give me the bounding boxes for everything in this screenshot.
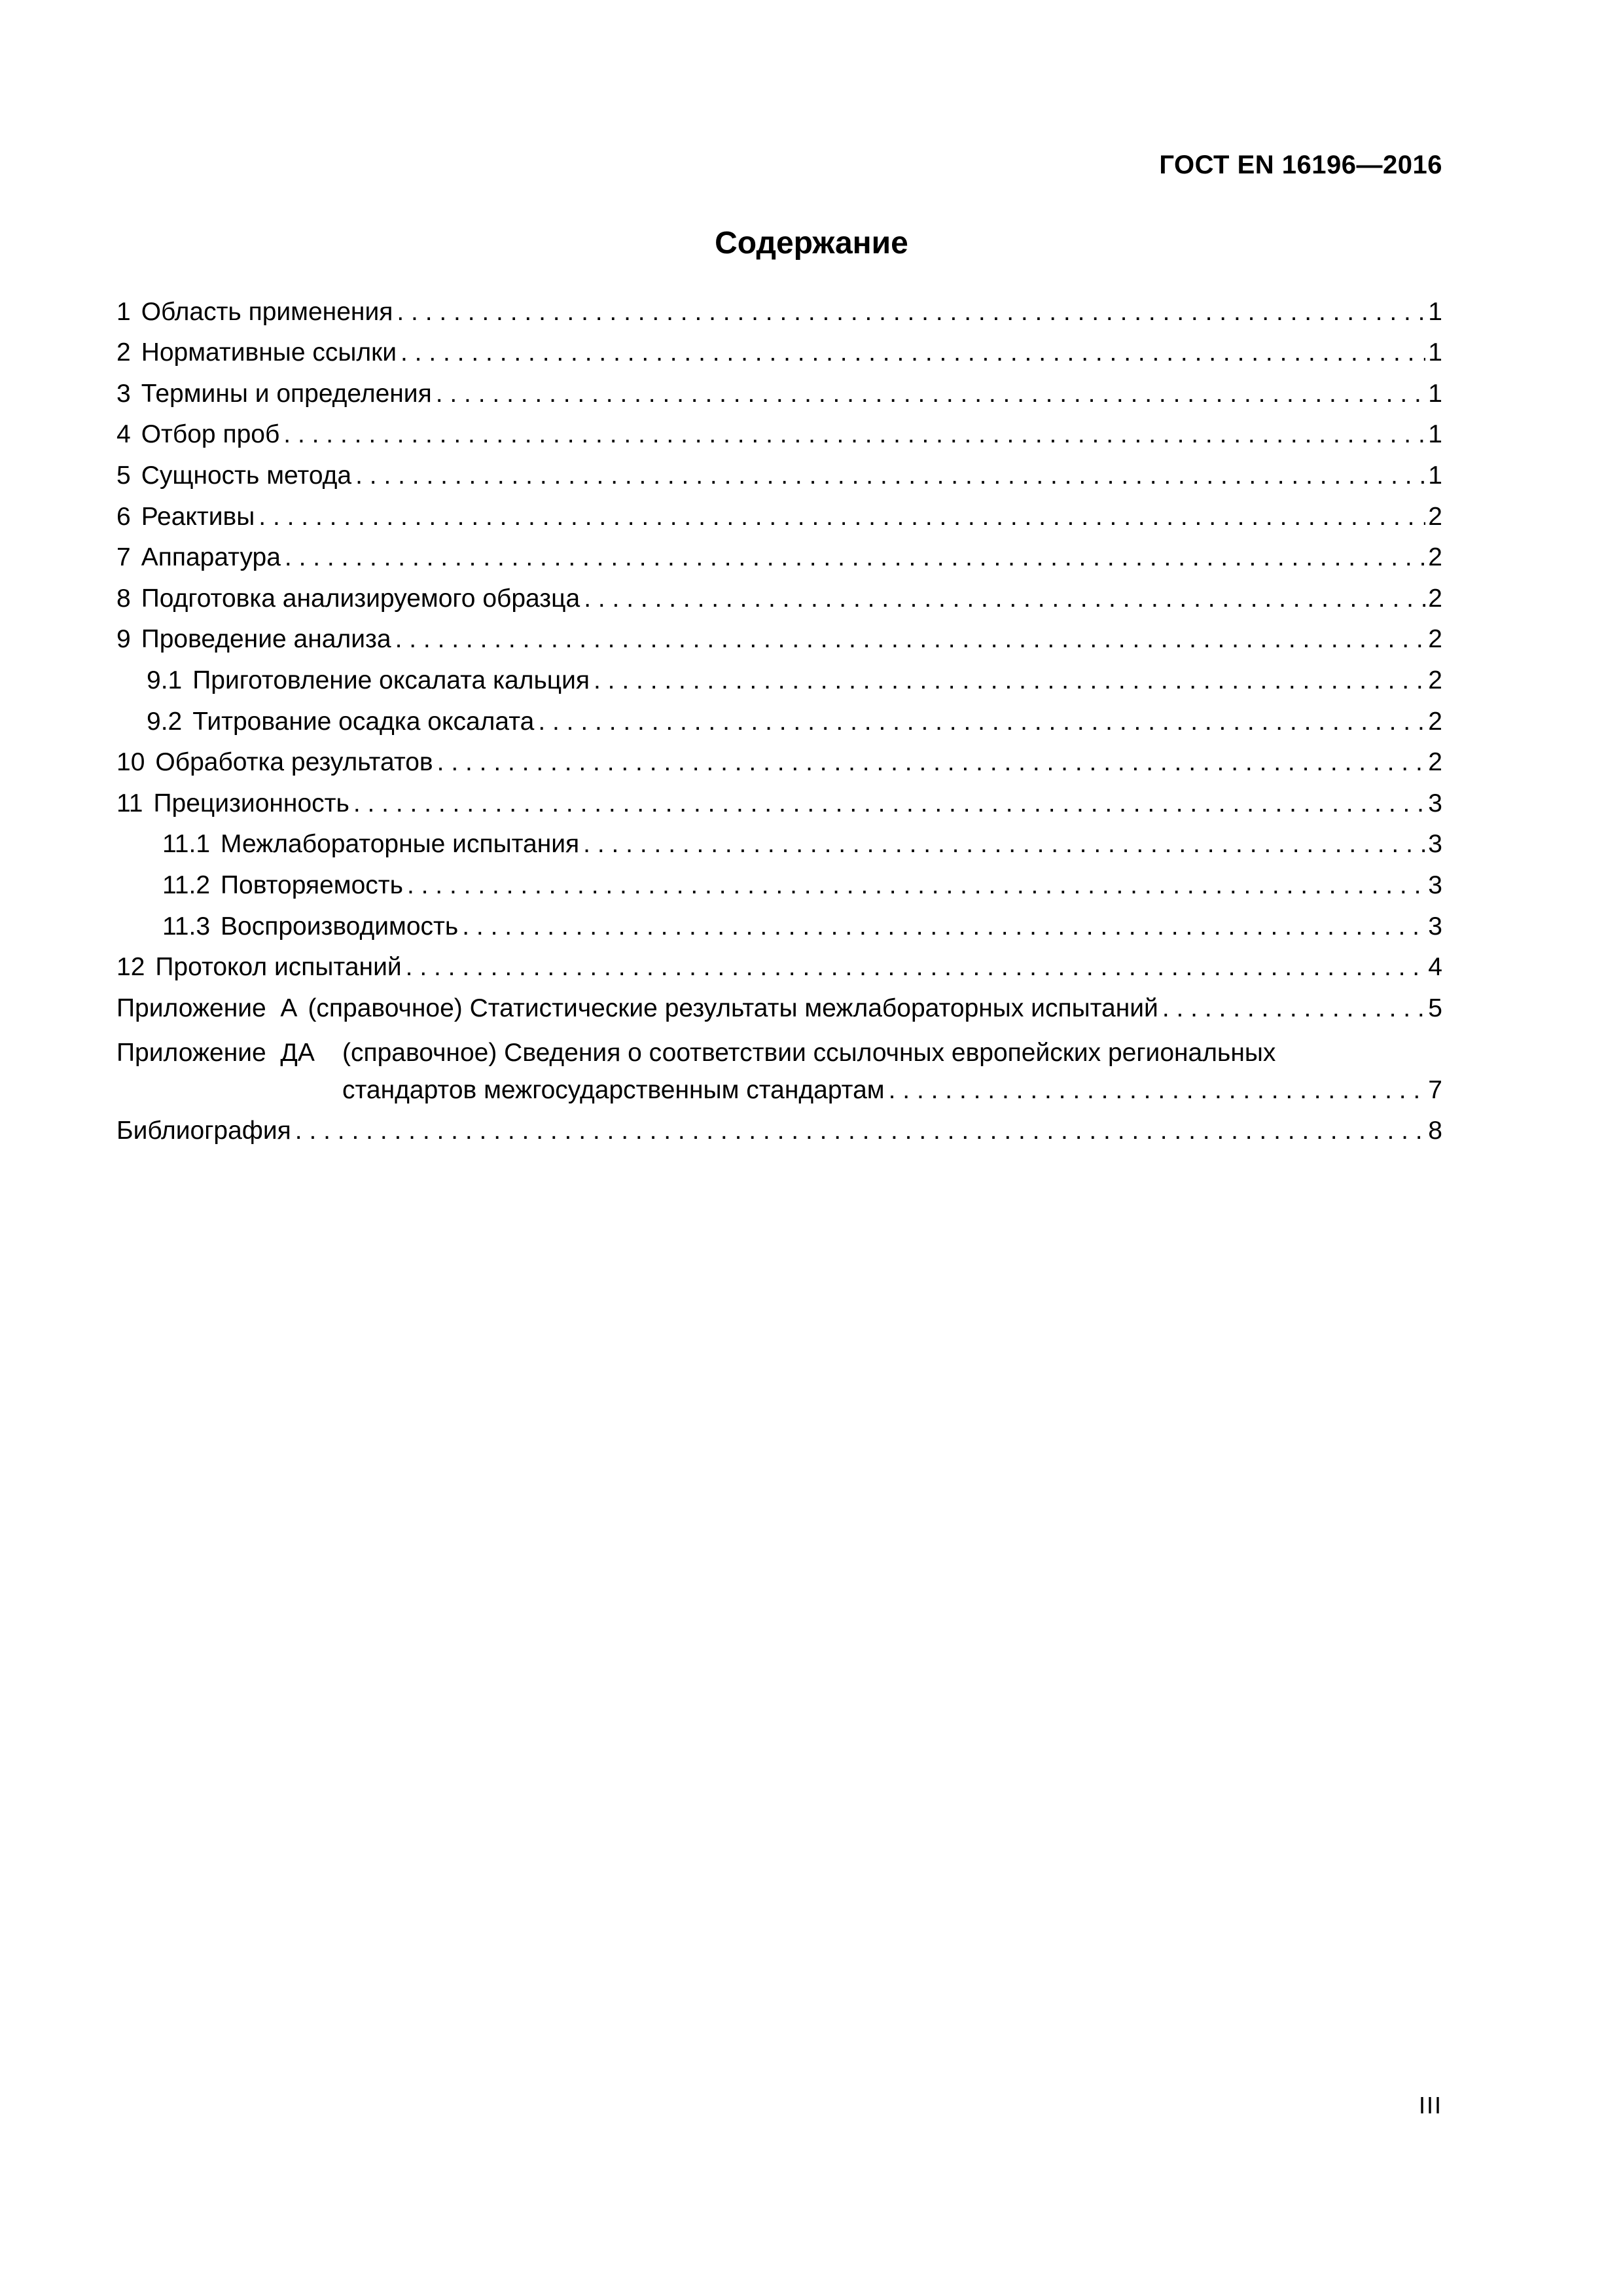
- dot-leader: [436, 378, 1426, 410]
- dot-leader: [583, 829, 1425, 860]
- toc-entry-page: 1: [1425, 378, 1442, 410]
- toc-entry-title: Приготовление оксалата кальция: [192, 666, 590, 694]
- dot-leader: [397, 296, 1425, 328]
- annex-title-line2: стандартов межгосударственным стандартам: [342, 1075, 885, 1104]
- toc-entry-9-1[interactable]: [116, 664, 1442, 706]
- dot-leader: [353, 788, 1425, 819]
- toc-entry-page: 1: [1425, 460, 1442, 492]
- dot-leader: [283, 419, 1425, 450]
- dot-leader: [355, 460, 1425, 492]
- toc-entry-page: 3: [1425, 870, 1442, 901]
- toc-entry-page: 1: [1425, 419, 1442, 450]
- toc-entry-number: 3: [116, 379, 131, 408]
- toc-entry-page: 2: [1425, 542, 1442, 573]
- toc-entry-2[interactable]: [116, 337, 1442, 378]
- toc-entry-title: Отбор проб: [141, 420, 280, 449]
- dot-leader: [407, 870, 1425, 901]
- toc-entry-7[interactable]: [116, 542, 1442, 583]
- toc-entry-8[interactable]: [116, 583, 1442, 624]
- toc-entry-title: Повторяемость: [221, 870, 403, 899]
- dot-leader: [295, 1115, 1426, 1147]
- toc-title: Содержание: [715, 226, 908, 260]
- toc-entry-number: 6: [116, 502, 131, 531]
- toc-entry-11-3[interactable]: [116, 910, 1442, 952]
- dot-leader: [437, 747, 1426, 778]
- toc-entry-4[interactable]: [116, 419, 1442, 460]
- toc-entry-number: 2: [116, 338, 131, 367]
- toc-entry-page: 4: [1425, 952, 1442, 983]
- toc-entry-11-2[interactable]: [116, 869, 1442, 910]
- toc-entry-number: 11.3: [162, 912, 211, 941]
- toc-entry-number: 11: [116, 789, 143, 817]
- toc-entry-page: 7: [1425, 1075, 1442, 1106]
- toc-entry-annex-a[interactable]: [116, 992, 1442, 1033]
- toc-entry-number: 4: [116, 420, 131, 449]
- toc-entry-page: 2: [1425, 501, 1442, 533]
- toc-entry-title: Подготовка анализируемого образца: [141, 584, 580, 613]
- annex-title: (справочное) Статистические результаты межлабораторных испытаний: [308, 994, 1158, 1022]
- toc-entry-page: 3: [1425, 829, 1442, 860]
- toc-entry-title: Нормативные ссылки: [141, 338, 397, 367]
- toc-entry-9-2[interactable]: [116, 706, 1442, 747]
- toc-entry-page: 2: [1425, 706, 1442, 738]
- toc-entry-9[interactable]: [116, 624, 1442, 665]
- toc-entry-number: 9.1: [147, 666, 183, 694]
- toc-entry-number: 1: [116, 297, 131, 326]
- dot-leader: [584, 583, 1425, 615]
- toc-entry-11-1[interactable]: [116, 829, 1442, 870]
- annex-label: Приложение А: [116, 994, 298, 1022]
- toc-entry-number: 12: [116, 953, 145, 982]
- toc-entry-number: 9: [116, 625, 131, 654]
- toc-entry-number: 8: [116, 584, 131, 613]
- toc-entry-5[interactable]: [116, 459, 1442, 501]
- toc-entry-page: 1: [1425, 337, 1442, 368]
- toc-entry-number: 9.2: [147, 707, 183, 736]
- toc-entry-number: 5: [116, 461, 131, 490]
- toc-entry-title: Реактивы: [141, 502, 255, 531]
- annex-label: Приложение ДА: [116, 1038, 315, 1067]
- toc-entry-title: Протокол испытаний: [155, 953, 402, 982]
- dot-leader: [395, 624, 1426, 655]
- toc-entry-11[interactable]: [116, 787, 1442, 829]
- toc-entry-bibliography[interactable]: [116, 1115, 1442, 1157]
- dot-leader: [259, 501, 1425, 533]
- toc-entry-1[interactable]: [116, 296, 1442, 337]
- toc-entry-title: Термины и определения: [141, 379, 432, 408]
- dot-leader: [401, 337, 1425, 368]
- toc-entry-title: Аппаратура: [141, 543, 281, 572]
- toc-entry-page: 2: [1425, 665, 1442, 696]
- toc-entry-10[interactable]: [116, 747, 1442, 788]
- toc-entry-page: 2: [1425, 624, 1442, 655]
- dot-leader: [406, 952, 1426, 983]
- toc-entry-number: 7: [116, 543, 131, 572]
- toc-entry-annex-da[interactable]: [116, 1033, 1442, 1115]
- toc-entry-number: 10: [116, 748, 145, 777]
- toc-entry-title: Воспроизводимость: [221, 912, 459, 941]
- toc-entry-title: Прецизионность: [153, 789, 349, 817]
- toc-entry-6[interactable]: [116, 501, 1442, 542]
- toc-entry-title: Сущность метода: [141, 461, 352, 490]
- toc-entry-12[interactable]: [116, 952, 1442, 993]
- dot-leader: [889, 1075, 1426, 1106]
- toc-entry-page: 1: [1425, 296, 1442, 328]
- toc-entry-title: Межлабораторные испытания: [221, 830, 580, 859]
- toc-entry-title: Область применения: [141, 297, 393, 326]
- toc-entry-3[interactable]: [116, 378, 1442, 419]
- dot-leader: [462, 911, 1425, 942]
- toc-entry-page: 2: [1425, 583, 1442, 615]
- toc-entry-page: 3: [1425, 911, 1442, 942]
- toc-entry-page: 5: [1425, 993, 1442, 1024]
- toc-entry-page: 2: [1425, 747, 1442, 778]
- dot-leader: [538, 706, 1425, 738]
- toc-entry-title: Библиография: [116, 1117, 291, 1145]
- standard-code-header: ГОСТ EN 16196—2016: [1159, 151, 1442, 179]
- dot-leader: [1162, 993, 1425, 1024]
- dot-leader: [594, 665, 1425, 696]
- annex-title-line1: (справочное) Сведения о соответствии ссылочных европейских региональных: [342, 1038, 1276, 1067]
- toc-entry-number: 11.2: [162, 870, 211, 899]
- toc-entry-title: Титрование осадка оксалата: [192, 707, 535, 736]
- page-number: III: [1418, 2092, 1442, 2119]
- table-of-contents: [116, 296, 1442, 1156]
- toc-entry-number: 11.1: [162, 830, 211, 859]
- toc-entry-title: Обработка результатов: [155, 748, 433, 777]
- toc-entry-page: 3: [1425, 788, 1442, 819]
- toc-entry-title: Проведение анализа: [141, 625, 391, 654]
- dot-leader: [285, 542, 1425, 573]
- toc-entry-page: 8: [1425, 1115, 1442, 1147]
